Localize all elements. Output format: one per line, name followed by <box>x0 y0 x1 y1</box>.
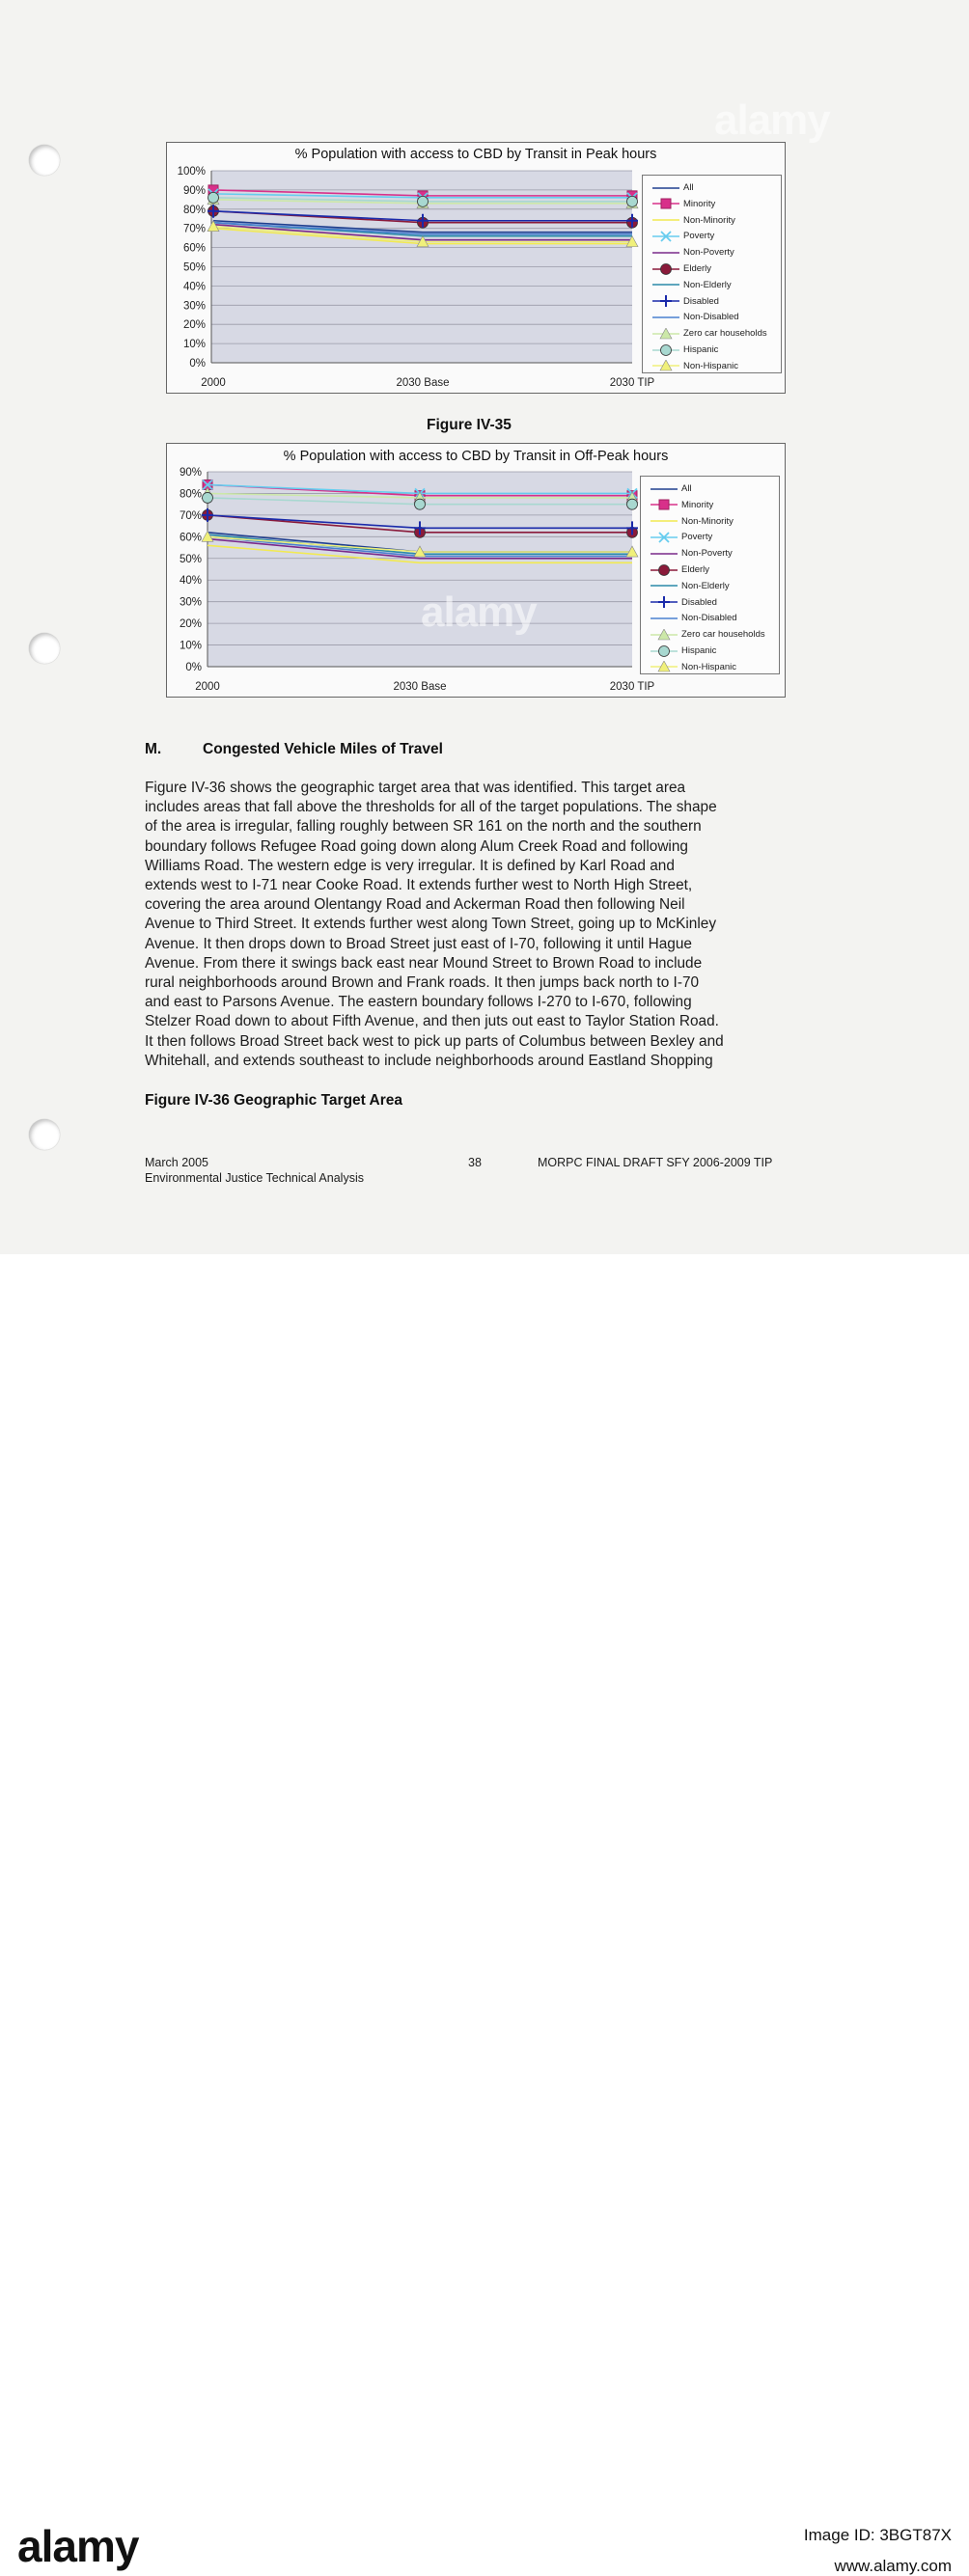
data-point <box>415 499 426 509</box>
watermark-text: alamy <box>421 589 537 636</box>
body-line: rural neighborhoods around Brown and Frank roads. It then jumps back north to I-70 <box>145 974 700 992</box>
legend-item <box>649 594 717 611</box>
legend-swatch <box>649 499 679 510</box>
legend-marker <box>659 564 670 575</box>
legend-item <box>651 196 715 212</box>
footer-doc-title: MORPC FINAL DRAFT SFY 2006-2009 TIP <box>538 1156 773 1169</box>
legend-swatch <box>651 344 681 356</box>
section-heading <box>145 741 443 758</box>
y-tick-label: 20% <box>179 618 202 631</box>
legend-swatch <box>651 263 681 275</box>
legend-label: Non-Poverty <box>683 247 734 259</box>
legend-swatch <box>651 198 681 209</box>
image-id: Image ID: 3BGT87X <box>803 2526 952 2544</box>
legend-swatch <box>651 360 681 371</box>
legend-marker <box>659 500 669 509</box>
body-line: Figure IV-36 shows the geographic target area that was identified. This target area <box>145 780 686 796</box>
legend-item <box>651 277 732 293</box>
legend-item <box>649 610 737 626</box>
punch-hole <box>29 1119 60 1150</box>
legend-swatch <box>651 328 681 340</box>
legend-label: Non-Elderly <box>681 580 730 591</box>
legend-label: Disabled <box>683 295 719 307</box>
legend-item <box>649 659 736 675</box>
legend-item <box>651 179 694 196</box>
y-tick-label: 40% <box>182 281 206 293</box>
body-line: Avenue. From there it swings back east near Mound Street to Brown Road to include <box>145 954 703 972</box>
legend-swatch <box>651 182 681 194</box>
legend-item <box>649 626 765 643</box>
y-tick-label: 30% <box>179 596 202 609</box>
legend-label: Elderly <box>681 564 710 575</box>
legend-swatch <box>649 629 679 641</box>
y-tick-label: 10% <box>182 339 206 351</box>
legend-swatch <box>651 312 681 323</box>
legend-marker <box>661 344 672 355</box>
legend-item <box>651 260 711 277</box>
y-tick-label: 30% <box>182 300 206 313</box>
body-line: Stelzer Road down to about Fifth Avenue, and then juts out east to Taylor Station Road. <box>145 1013 719 1030</box>
legend-item <box>649 480 692 497</box>
y-tick-label: 100% <box>177 166 206 178</box>
data-point <box>627 499 638 509</box>
body-line: boundary follows Refugee Road going down along Alum Creek Road and following <box>145 837 688 855</box>
legend-marker <box>661 199 671 208</box>
body-line: of the area is irregular, falling roughly between SR 161 on the north and the southern <box>145 818 702 836</box>
body-line: and east to Parsons Avenue. The eastern boundary follows I-270 to I-670, following <box>145 994 692 1011</box>
figure-caption: Figure IV-36 Geographic Target Area <box>145 1092 403 1109</box>
legend-label: All <box>681 483 692 494</box>
y-tick-label: 70% <box>182 223 206 235</box>
y-tick-label: 60% <box>179 532 202 544</box>
legend-label: Non-Minority <box>681 515 734 527</box>
legend-item <box>651 228 714 244</box>
alamy-url: www.alamy.com <box>834 2557 952 2575</box>
body-line: Whitehall, and extends southeast to include neighborhoods around Eastland Shopping <box>145 1052 713 1069</box>
footer-date: March 2005 <box>145 1156 209 1169</box>
legend-item <box>651 244 734 260</box>
legend-item <box>651 325 767 342</box>
y-tick-label: 60% <box>182 242 206 255</box>
legend-swatch <box>651 279 681 290</box>
y-tick-label: 90% <box>179 467 202 479</box>
punch-hole <box>29 633 60 664</box>
legend-swatch <box>649 613 679 624</box>
y-tick-label: 0% <box>189 358 206 370</box>
y-tick-label: 80% <box>182 204 206 216</box>
legend-item <box>649 529 712 545</box>
legend-label: Non-Minority <box>683 214 735 226</box>
legend-label: Non-Hispanic <box>683 360 739 371</box>
legend-item <box>649 562 709 578</box>
section-number: M. <box>145 741 162 757</box>
x-tick-label: 2030 TIP <box>609 681 655 693</box>
page-number: 38 <box>468 1156 482 1169</box>
legend-marker <box>659 645 670 656</box>
body-line: Avenue to Third Street. It extends further west along Town Street, going up to McKinley <box>145 916 717 933</box>
legend-label: Hispanic <box>681 645 717 656</box>
x-tick-label: 2000 <box>195 681 220 693</box>
body-line: It then follows Broad Street back west to pick up parts of Columbus between Bexley and <box>145 1032 724 1050</box>
legend-swatch <box>651 231 681 242</box>
chart-legend <box>640 476 780 674</box>
legend-item <box>649 545 733 562</box>
figure-caption: Figure IV-35 <box>427 417 512 433</box>
data-point <box>208 192 219 203</box>
legend-label: Zero car households <box>681 629 765 641</box>
body-paragraph <box>145 779 811 1071</box>
legend-swatch <box>649 564 679 576</box>
legend-item <box>651 342 718 358</box>
legend-label: Zero car households <box>683 328 767 340</box>
legend-label: Non-Elderly <box>683 279 732 290</box>
legend-swatch <box>651 247 681 259</box>
footer-subtitle: Environmental Justice Technical Analysis <box>145 1171 364 1185</box>
alamy-logo: alamy <box>17 2521 139 2571</box>
legend-swatch <box>649 645 679 657</box>
legend-label: Elderly <box>683 263 712 274</box>
legend-item <box>651 212 735 229</box>
body-line: includes areas that fall above the thresholds for all of the target populations. The shape <box>145 799 717 816</box>
legend-swatch <box>649 532 679 543</box>
legend-item <box>649 643 716 659</box>
legend-label: All <box>683 182 694 193</box>
legend-label: Disabled <box>681 596 717 608</box>
legend-swatch <box>649 580 679 591</box>
legend-label: Non-Disabled <box>683 312 739 323</box>
y-tick-label: 10% <box>179 640 202 652</box>
y-tick-label: 80% <box>179 488 202 501</box>
y-tick-label: 70% <box>179 509 202 522</box>
legend-swatch <box>649 515 679 527</box>
legend-marker <box>661 263 672 274</box>
legend-swatch <box>649 483 679 495</box>
legend-marker <box>658 596 670 608</box>
x-tick-label: 2030 TIP <box>609 377 655 389</box>
legend-item <box>649 578 730 594</box>
legend-item <box>651 309 739 325</box>
legend-label: Non-Hispanic <box>681 661 737 672</box>
legend-swatch <box>649 596 679 608</box>
document-page <box>0 0 969 1254</box>
stock-footer <box>0 1254 969 2575</box>
body-line: covering the area around Olentangy Road and Ackerman Road then following Neil <box>145 896 685 914</box>
data-point <box>418 196 429 206</box>
off-peak-hours-chart <box>166 443 786 698</box>
chart-legend <box>642 175 782 373</box>
data-point <box>627 196 638 206</box>
punch-hole <box>29 145 60 176</box>
chart-title: % Population with access to CBD by Transit in Off-Peak hours <box>283 449 669 464</box>
legend-swatch <box>649 548 679 560</box>
body-line: Avenue. It then drops down to Broad Street just east of I-70, following it until Hague <box>145 935 692 952</box>
legend-item <box>649 497 713 513</box>
x-tick-label: 2030 Base <box>393 681 447 693</box>
peak-hours-chart <box>166 142 786 394</box>
legend-label: Non-Poverty <box>681 548 733 560</box>
legend-item <box>651 358 738 374</box>
y-tick-label: 90% <box>182 184 206 197</box>
section-title: Congested Vehicle Miles of Travel <box>203 741 443 757</box>
legend-label: Non-Disabled <box>681 613 737 624</box>
x-tick-label: 2030 Base <box>396 377 450 389</box>
legend-swatch <box>651 214 681 226</box>
y-tick-label: 50% <box>182 261 206 274</box>
legend-item <box>649 513 734 530</box>
legend-label: Hispanic <box>683 344 719 355</box>
legend-marker <box>660 295 672 307</box>
x-tick-label: 2000 <box>201 377 226 389</box>
body-line: Williams Road. The western edge is very irregular. It is defined by Karl Road and <box>145 857 675 874</box>
y-tick-label: 50% <box>179 553 202 565</box>
y-tick-label: 0% <box>185 662 202 673</box>
legend-label: Poverty <box>681 532 713 543</box>
body-line: extends west to I-71 near Cooke Road. It extends further west to North High Street, <box>145 877 693 894</box>
data-point <box>203 492 213 503</box>
watermark-text: alamy <box>714 96 830 144</box>
legend-item <box>651 293 719 310</box>
y-tick-label: 40% <box>179 575 202 588</box>
legend-label: Poverty <box>683 231 715 242</box>
y-tick-label: 20% <box>182 319 206 332</box>
legend-swatch <box>651 295 681 307</box>
legend-label: Minority <box>681 499 714 510</box>
legend-label: Minority <box>683 198 716 209</box>
chart-title: % Population with access to CBD by Transit in Peak hours <box>294 147 657 162</box>
legend-swatch <box>649 661 679 672</box>
